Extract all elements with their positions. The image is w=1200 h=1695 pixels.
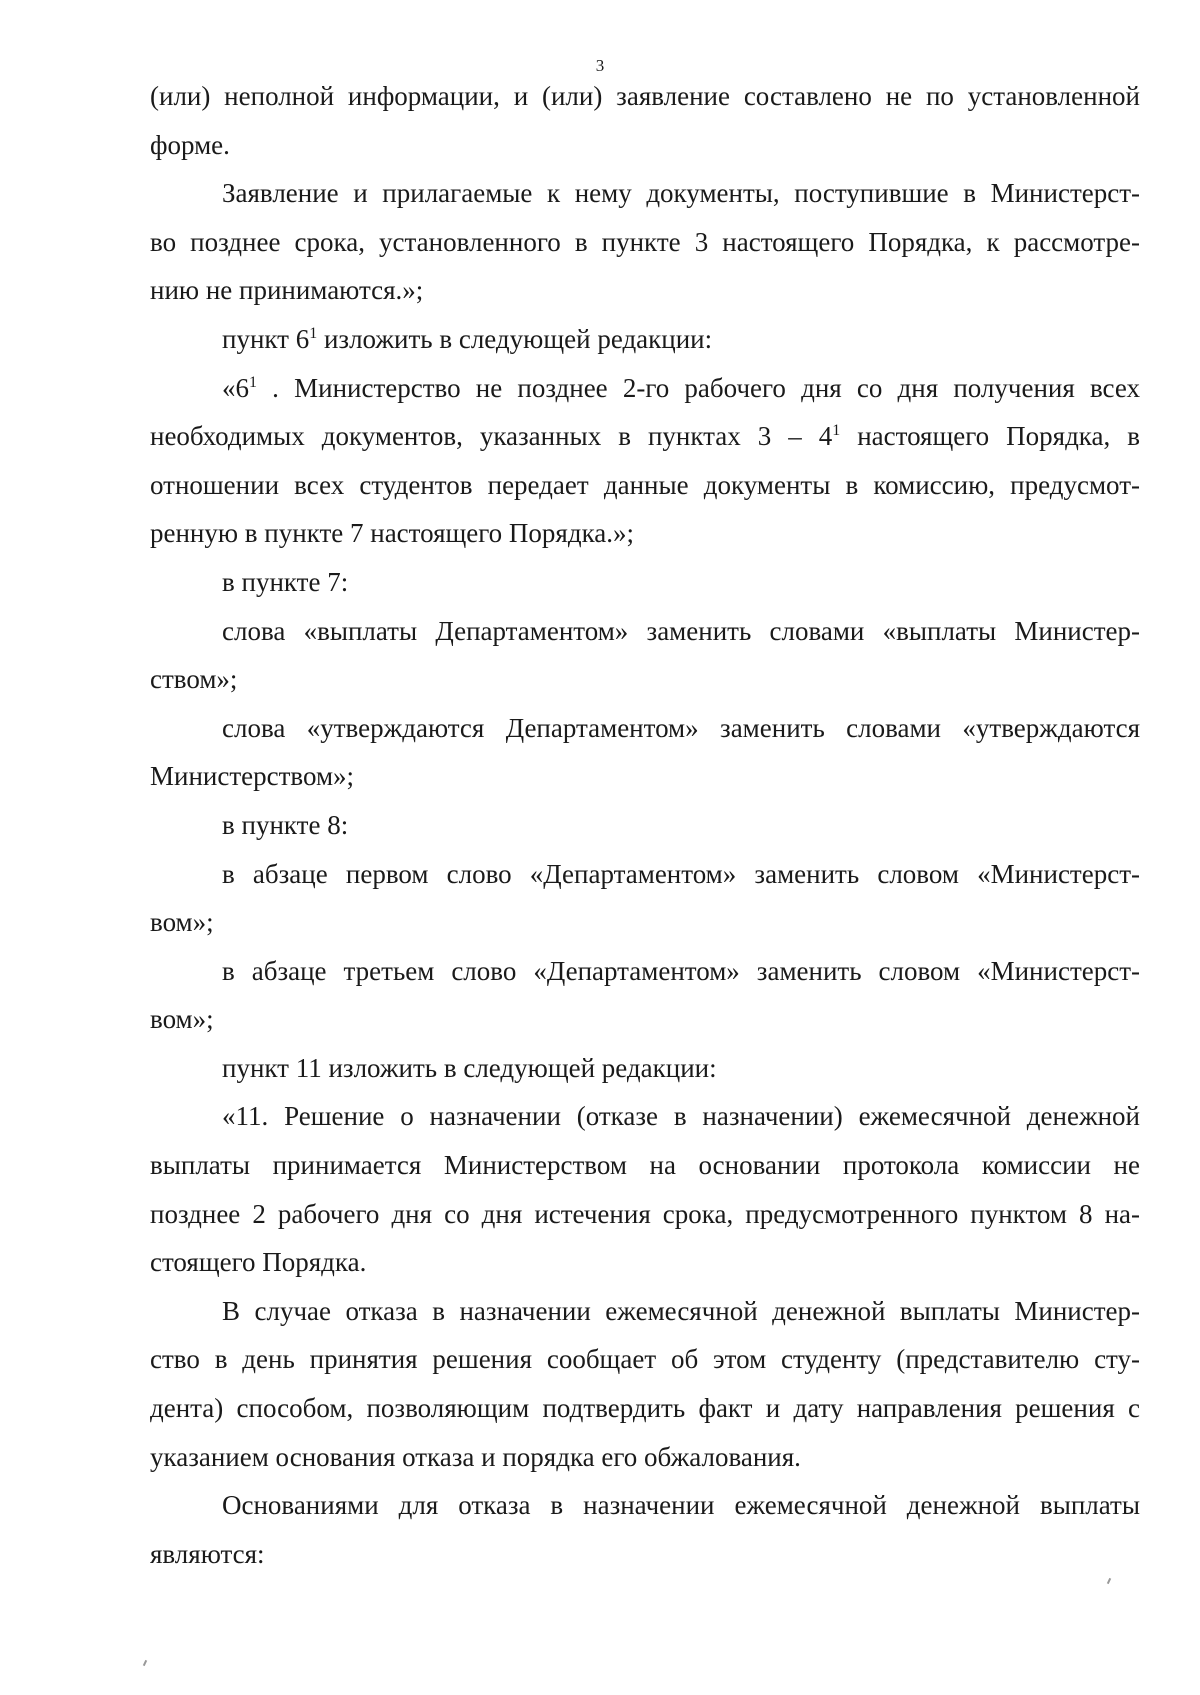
- text-line: отношении всех студентов передает данные документы в комиссию, предусмот-: [150, 469, 1140, 500]
- superscript: 1: [832, 422, 841, 440]
- document-body: [150, 72, 1140, 1578]
- text-segment: пункт 6: [222, 323, 310, 354]
- page-number: 3: [595, 56, 605, 75]
- paragraph: [150, 1092, 1140, 1286]
- text-line: ство в день принятия решения сообщает об этом студенту (представителю сту-: [150, 1344, 1140, 1375]
- text-line: [150, 364, 1140, 413]
- text-line: [150, 315, 1140, 364]
- text-line: в абзаце третьем слово «Департаментом» заменить словом «Министерст-: [222, 955, 1140, 986]
- text-line: Основаниями для отказа в назначении ежемесячной денежной выплаты: [222, 1490, 1140, 1521]
- text-line: слова «утверждаются Департаментом» заменить словами «утверждаются: [222, 712, 1140, 743]
- paragraph: [150, 558, 1140, 607]
- text-line: В случае отказа в назначении ежемесячной денежной выплаты Министер-: [222, 1295, 1140, 1326]
- text-line: форме.: [150, 129, 230, 160]
- text-line: ством»;: [150, 664, 238, 695]
- text-line: Министерством»;: [150, 761, 355, 792]
- text-segment: изложить в следующей редакции:: [317, 323, 713, 354]
- text-line: Заявление и прилагаемые к нему документы, поступившие в Министерст-: [222, 178, 1140, 209]
- text-line: позднее 2 рабочего дня со дня истечения срока, предусмотренного пунктом 8 на-: [150, 1198, 1140, 1229]
- paragraph: [150, 850, 1140, 947]
- text-line: дента) способом, позволяющим подтвердить факт и дату направления решения с: [150, 1393, 1140, 1424]
- paragraph: [150, 607, 1140, 704]
- text-line: являются:: [150, 1538, 265, 1569]
- text-line: в абзаце первом слово «Департаментом» заменить словом «Министерст-: [222, 858, 1140, 889]
- text-line: слова «выплаты Департаментом» заменить словами «выплаты Министер-: [222, 615, 1140, 646]
- text-line: вом»;: [150, 1004, 214, 1035]
- text-line: в пункте 8:: [222, 809, 349, 840]
- text-line: ренную в пункте 7 настоящего Порядка.»;: [150, 518, 635, 549]
- text-segment: . Министерство не позднее 2-го рабочего дня со дня получения всех: [257, 372, 1140, 403]
- text-line: «11. Решение о назначении (отказе в назначении) ежемесячной денежной: [222, 1101, 1140, 1132]
- paragraph: [150, 1481, 1140, 1578]
- text-line: вом»;: [150, 907, 214, 938]
- text-segment: необходимых документов, указанных в пунктах 3 – 4: [150, 421, 833, 452]
- paragraph: [150, 364, 1140, 558]
- paragraph: [150, 1044, 1140, 1093]
- scan-speck: [1107, 1578, 1111, 1584]
- text-segment: настоящего Порядка, в: [840, 421, 1140, 452]
- text-line: в пункте 7:: [222, 566, 349, 597]
- text-line: [150, 412, 1140, 461]
- text-line: выплаты принимается Министерством на основании протокола комиссии не: [150, 1150, 1140, 1181]
- paragraph: [150, 315, 1140, 364]
- paragraph: [150, 1287, 1140, 1481]
- text-line: (или) неполной информации, и (или) заявление составлено не по установленной: [150, 81, 1140, 111]
- paragraph: [150, 801, 1140, 850]
- text-line: пункт 11 изложить в следующей редакции:: [222, 1052, 717, 1083]
- text-line: во позднее срока, установленного в пункте 3 настоящего Порядка, к рассмотре-: [150, 226, 1140, 257]
- text-line: указанием основания отказа и порядка его обжалования.: [150, 1441, 801, 1472]
- paragraph: [150, 947, 1140, 1044]
- superscript: 1: [309, 324, 318, 342]
- text-segment: «6: [222, 372, 249, 403]
- text-line: стоящего Порядка.: [150, 1247, 367, 1278]
- paragraph: [150, 72, 1140, 169]
- paragraph: [150, 704, 1140, 801]
- superscript: 1: [249, 373, 257, 391]
- scan-speck: [143, 1660, 147, 1666]
- text-line: нию не принимаются.»;: [150, 275, 424, 306]
- paragraph: [150, 169, 1140, 315]
